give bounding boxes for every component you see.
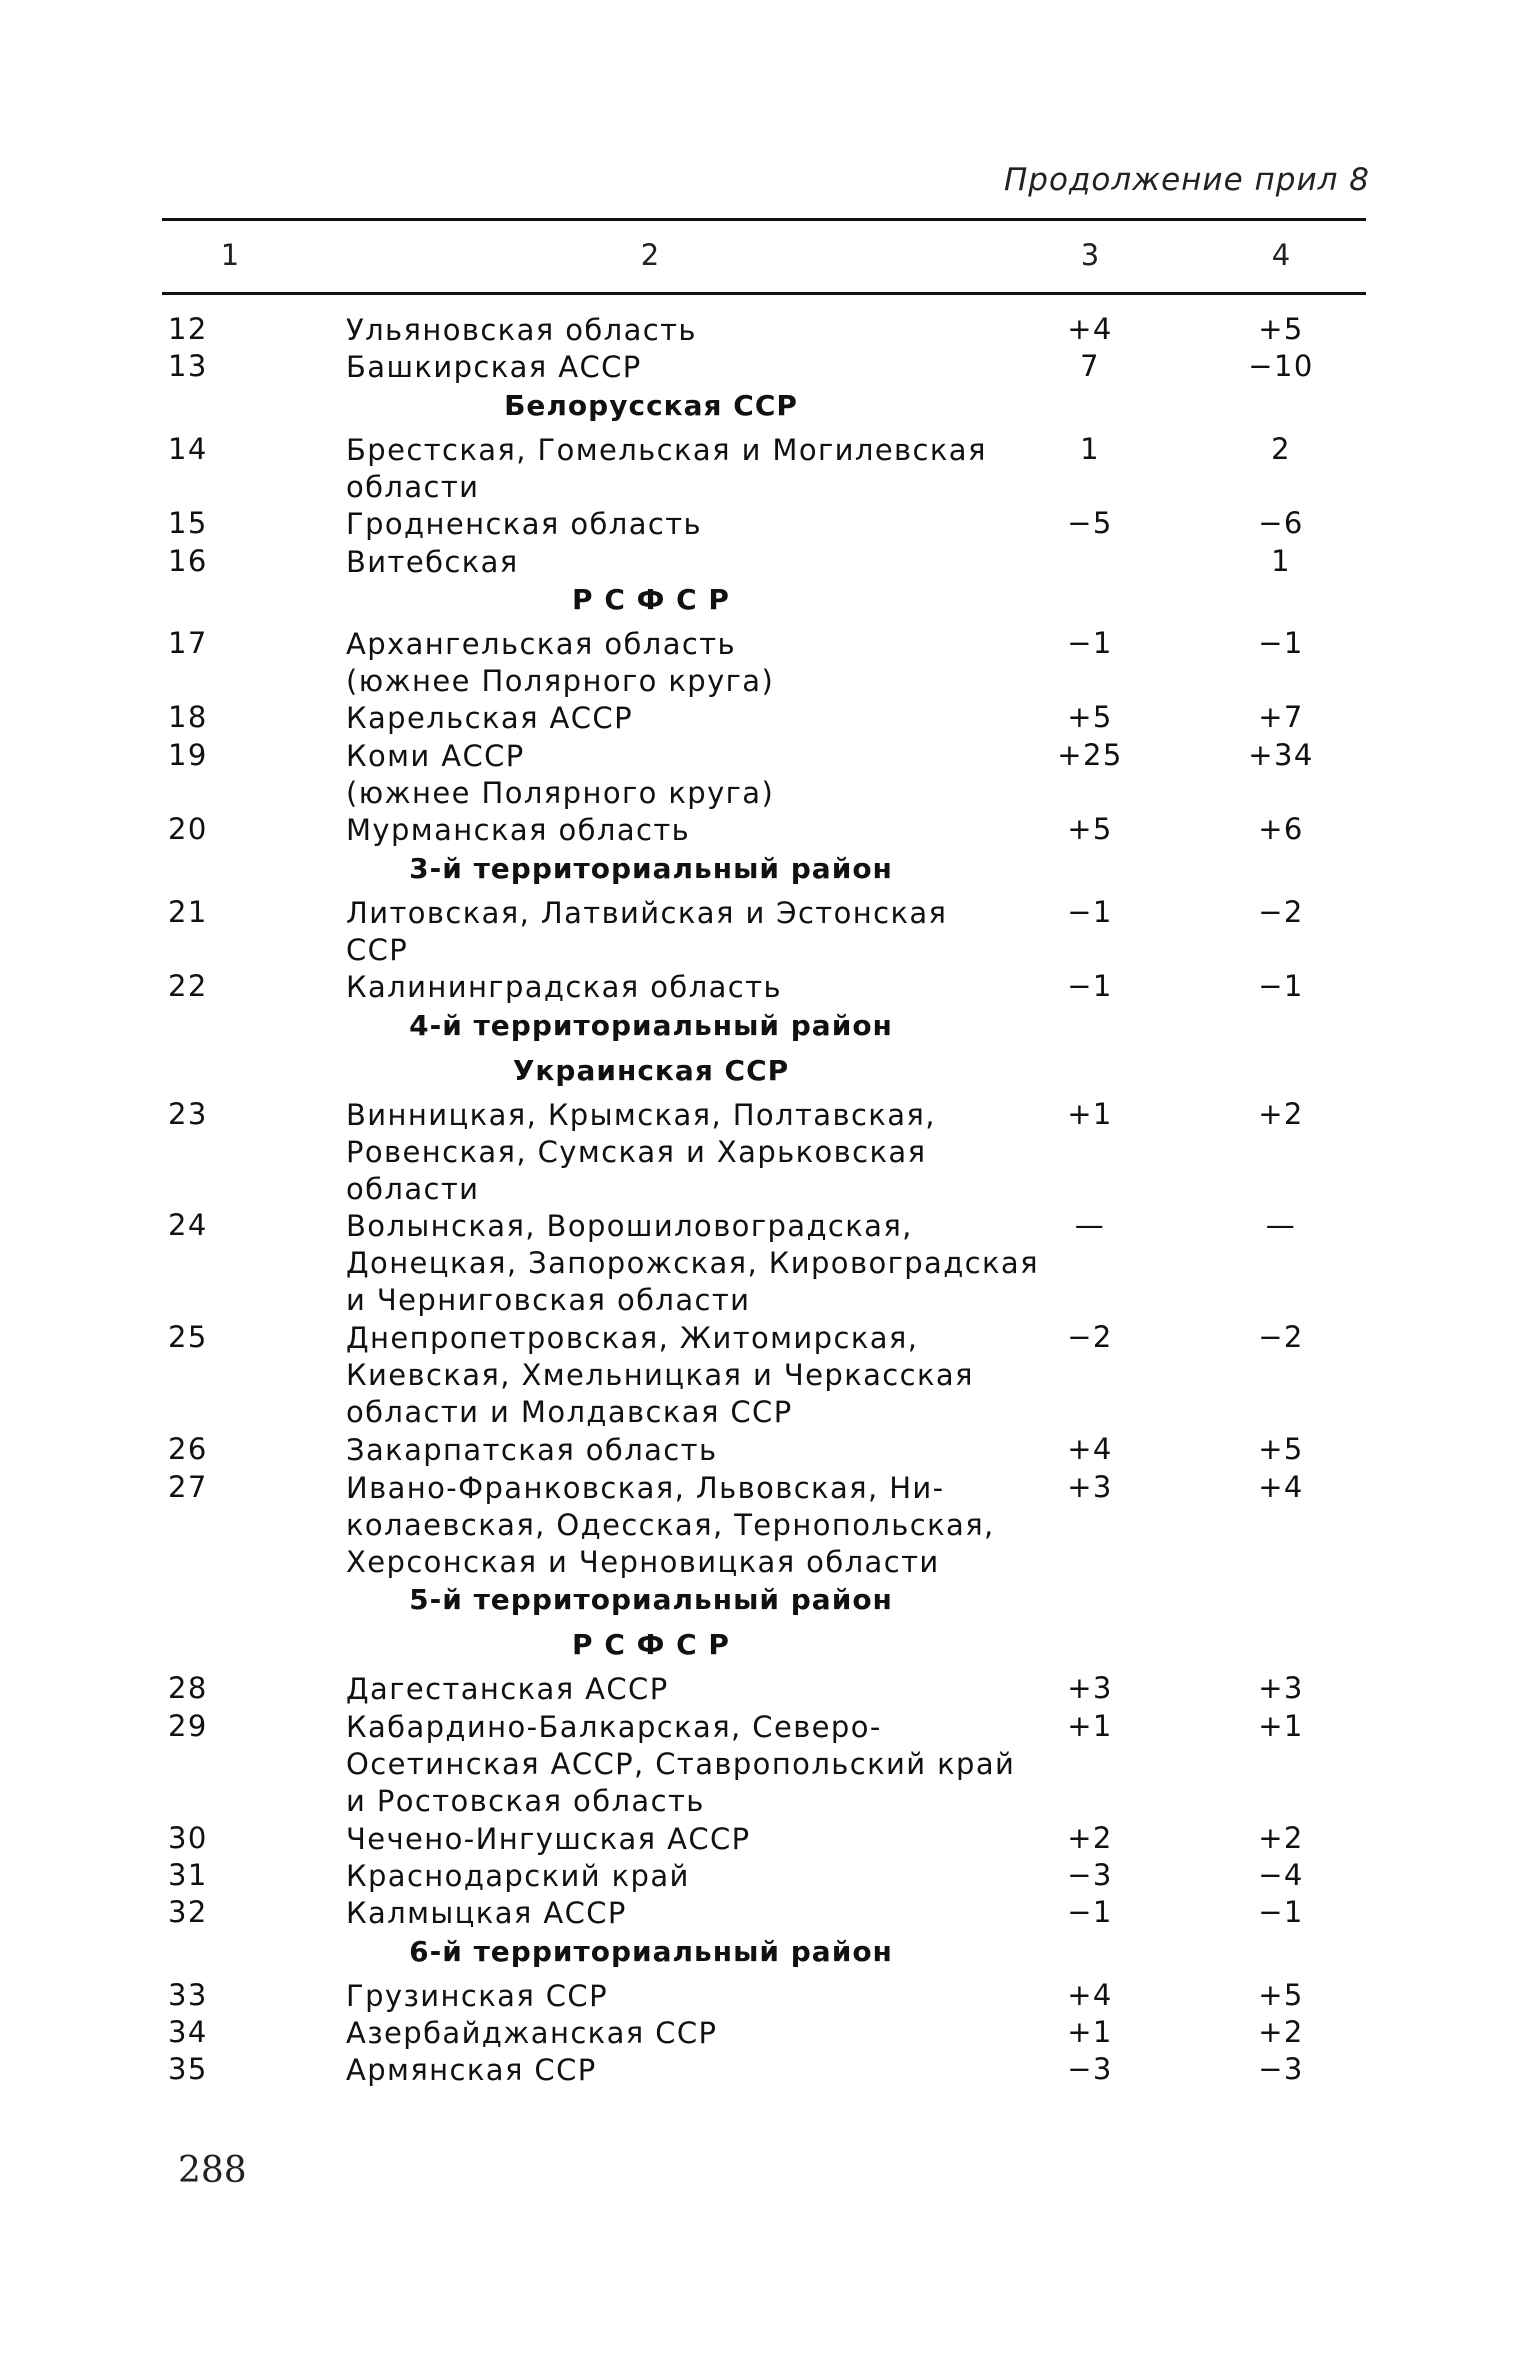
row-number: 22 [168,969,208,1004]
value-column-4: +3 [1258,1671,1304,1706]
row-number: 24 [168,1208,208,1243]
row-number: 31 [168,1857,208,1892]
region-name [346,1320,1036,1431]
region-name-line: Азербайджанская ССР [346,2015,718,2050]
region-name [346,1470,1036,1581]
value-column-3: 7 [1080,349,1100,384]
value-column-3: +25 [1057,737,1123,772]
region-name-line: Винницкая, Крымская, Полтавская, [346,1097,936,1132]
table-header-rule [162,292,1366,295]
page-number: 288 [178,2150,247,2191]
value-column-3: −2 [1067,1320,1113,1355]
region-name [346,2052,1036,2089]
section-heading: Р С Ф С Р [572,1628,730,1662]
row-number: 26 [168,1432,208,1467]
row-number: 12 [168,312,208,346]
value-column-3: −1 [1067,625,1113,660]
value-column-4: −1 [1258,1895,1304,1930]
region-name-line: области [346,469,480,504]
row-number: 34 [168,2014,208,2049]
value-column-3: +2 [1067,1820,1113,1855]
value-column-4: −2 [1258,894,1304,929]
region-name-line: Киевская, Хмельницкая и Черкасская [346,1358,974,1393]
row-number: 21 [168,894,208,929]
value-column-3: −3 [1067,1857,1113,1892]
region-name-line: Армянская ССР [346,2053,597,2088]
column-header-2: 2 [640,238,660,272]
value-column-3: +4 [1067,312,1113,346]
region-name-line: Литовская, Латвийская и Эстонская [346,895,948,930]
region-name-line: области и Молдавская ССР [346,1395,793,1430]
region-name-line: Калининградская область [346,970,782,1005]
column-header-1: 1 [220,238,240,272]
region-name-line: области [346,1171,480,1206]
region-name [346,544,1036,581]
value-column-3: +4 [1067,1432,1113,1467]
value-column-3: 1 [1080,431,1100,466]
value-column-3: +3 [1067,1469,1113,1504]
region-name-line: Кабардино-Балкарская, Северо- [346,1709,882,1744]
region-name-line: Мурманская область [346,813,691,848]
value-column-4: −1 [1258,625,1304,660]
table-caption: Продолжение прил 8 [1004,162,1370,198]
region-name [346,312,1036,349]
value-column-4: +7 [1258,700,1304,735]
region-name [346,506,1036,543]
value-column-4: −10 [1248,349,1314,384]
row-number: 15 [168,506,208,541]
region-name-line: Ульяновская область [346,313,697,347]
value-column-3: +3 [1067,1671,1113,1706]
value-column-4: +34 [1248,737,1314,772]
region-name-line: Брестская, Гомельская и Могилевская [346,432,987,467]
value-column-4: +2 [1258,2014,1304,2049]
value-column-4: +1 [1258,1708,1304,1743]
value-column-4: 1 [1271,543,1291,578]
region-name-line: Витебская [346,544,519,579]
row-number: 27 [168,1469,208,1504]
section-heading: Украинская ССР [512,1053,790,1087]
region-name [346,969,1036,1006]
value-column-3: +1 [1067,1096,1113,1131]
region-name [346,738,1036,812]
row-number: 33 [168,1977,208,2012]
value-column-4: +6 [1258,812,1304,847]
value-column-3: +5 [1067,700,1113,735]
region-name [346,812,1036,849]
region-name-line: колаевская, Одесская, Тернопольская, [346,1507,995,1542]
region-name-line: и Ростовская область [346,1783,705,1818]
row-number: 20 [168,812,208,847]
region-name [346,1709,1036,1820]
section-heading: Белорусская ССР [504,388,798,422]
region-name-line: ССР [346,932,409,967]
column-header-3: 3 [1080,238,1100,272]
region-name [346,1821,1036,1858]
value-column-4: +5 [1258,312,1304,346]
value-column-3: — [1074,1208,1106,1243]
section-heading: Р С Ф С Р [572,582,730,616]
region-name-line: Архангельская область [346,626,737,661]
region-name-line: (южнее Полярного круга) [346,775,775,810]
value-column-4: +2 [1258,1820,1304,1855]
region-name-line: Волынская, Ворошиловоградская, [346,1209,913,1244]
region-name-line: Краснодарский край [346,1858,690,1893]
value-column-4: −2 [1258,1320,1304,1355]
region-name [346,1208,1039,1319]
row-number: 35 [168,2052,208,2087]
region-name-line: Башкирская АССР [346,350,642,385]
value-column-4: −3 [1258,2052,1304,2087]
row-number: 23 [168,1096,208,1131]
region-name-line: Осетинская АССР, Ставропольский край [346,1746,1016,1781]
value-column-4: −1 [1258,969,1304,1004]
region-name-line: Закарпатская область [346,1433,718,1468]
section-heading: 5-й территориальный район [409,1583,893,1617]
value-column-3: −1 [1067,969,1113,1004]
value-column-3: +4 [1067,1977,1113,2012]
value-column-4: +5 [1258,1432,1304,1467]
row-number: 28 [168,1671,208,1706]
section-heading: 4-й территориальный район [409,1008,893,1042]
row-number: 13 [168,349,208,384]
value-column-4: +5 [1258,1977,1304,2012]
region-name [346,349,1036,386]
region-name-line: Херсонская и Черновицкая области [346,1544,940,1579]
region-name [346,2015,1036,2052]
value-column-4: +2 [1258,1096,1304,1131]
value-column-3: −5 [1067,506,1113,541]
region-name-line: и Черниговская области [346,1283,751,1318]
region-name [346,1097,1036,1208]
region-name-line: Чечено-Ингушская АССР [346,1821,751,1856]
section-heading: 3-й территориальный район [409,851,893,885]
value-column-4: −4 [1258,1857,1304,1892]
region-name [346,1858,1036,1895]
row-number: 17 [168,625,208,660]
value-column-3: +1 [1067,2014,1113,2049]
value-column-3: −1 [1067,894,1113,929]
region-name-line: Коми АССР [346,738,525,773]
region-name [346,1432,1036,1469]
row-number: 18 [168,700,208,735]
value-column-4: +4 [1258,1469,1304,1504]
row-number: 29 [168,1708,208,1743]
region-name [346,895,1036,969]
region-name-line: Ровенская, Сумская и Харьковская [346,1134,927,1169]
value-column-3: +5 [1067,812,1113,847]
row-number: 32 [168,1895,208,1930]
region-name-line: Ивано-Франковская, Львовская, Ни- [346,1470,945,1505]
row-number: 19 [168,737,208,772]
region-name-line: (южнее Полярного круга) [346,663,775,698]
value-column-3: +1 [1067,1708,1113,1743]
value-column-3: −3 [1067,2052,1113,2087]
region-name [346,626,1036,700]
row-number: 16 [168,543,208,578]
row-number: 14 [168,431,208,466]
row-number: 30 [168,1820,208,1855]
region-name-line: Донецкая, Запорожская, Кировоградская [346,1246,1039,1281]
region-name-line: Днепропетровская, Житомирская, [346,1321,919,1356]
region-name-line: Калмыцкая АССР [346,1896,627,1931]
row-number: 25 [168,1320,208,1355]
table-top-rule [162,218,1366,221]
column-header-4: 4 [1271,238,1291,272]
region-name [346,1978,1036,2015]
value-column-4: 2 [1271,431,1291,466]
region-name-line: Гродненская область [346,507,703,542]
section-heading: 6-й территориальный район [409,1934,893,1968]
value-column-3: −1 [1067,1895,1113,1930]
value-column-4: −6 [1258,506,1304,541]
region-name [346,700,1036,737]
value-column-4: — [1265,1208,1297,1243]
region-name [346,432,1036,506]
region-name [346,1895,1036,1932]
region-name-line: Грузинская ССР [346,1978,608,2013]
region-name [346,1671,1036,1708]
region-name-line: Дагестанская АССР [346,1672,669,1707]
region-name-line: Карельская АССР [346,701,633,736]
